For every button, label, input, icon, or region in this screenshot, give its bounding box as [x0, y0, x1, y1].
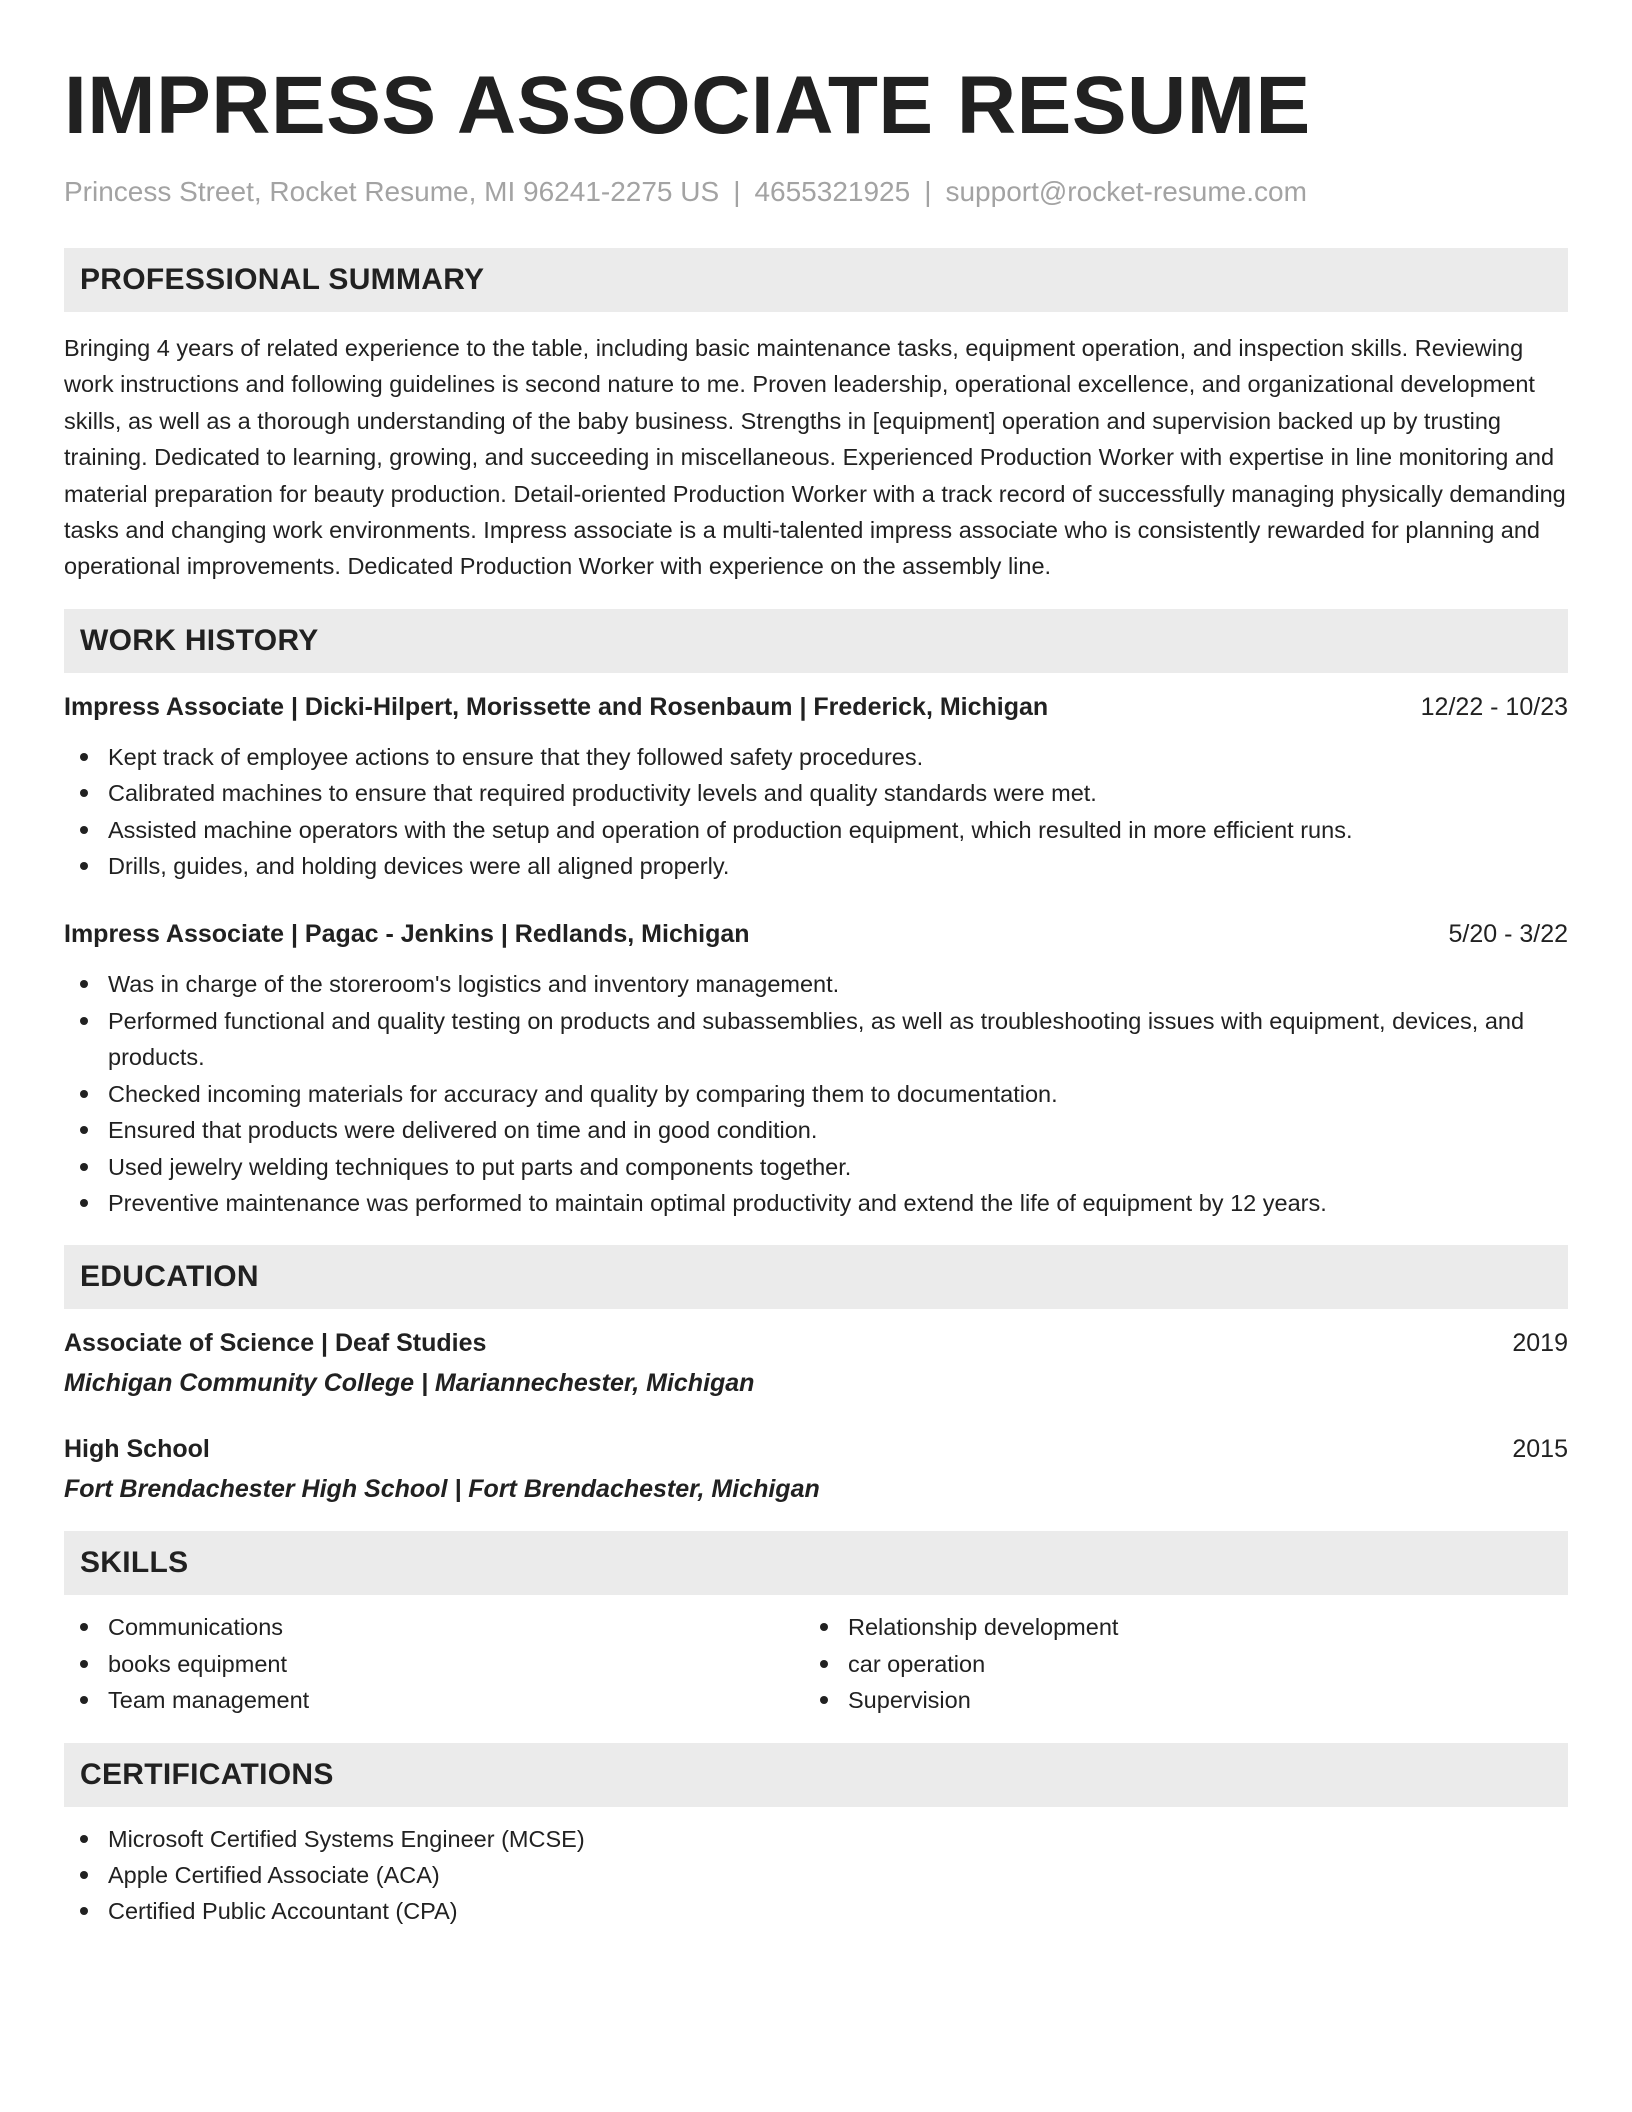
job-bullet-list — [64, 739, 1568, 885]
education-entry — [64, 1431, 1568, 1507]
resume-title: IMPRESS ASSOCIATE RESUME — [64, 60, 1311, 151]
skill-item: Supervision — [804, 1682, 1544, 1718]
job-bullet: Preventive maintenance was performed to maintain optimal productivity and extend the life of equipment by 12 years. — [64, 1185, 1568, 1221]
job-bullet: Used jewelry welding techniques to put parts and components together. — [64, 1149, 1568, 1185]
education-school: Michigan Community College | Mariannechester, Michigan — [64, 1369, 755, 1398]
section-header-education: EDUCATION — [64, 1245, 1568, 1309]
job-bullet: Checked incoming materials for accuracy and quality by comparing them to documentation. — [64, 1076, 1568, 1112]
certifications-list — [64, 1821, 1568, 1930]
job-bullet: Assisted machine operators with the setup and operation of production equipment, which resulted in more efficient runs. — [64, 812, 1568, 848]
skills-list-right — [804, 1609, 1544, 1718]
education-degree: High School — [64, 1435, 210, 1464]
skill-item: Relationship development — [804, 1609, 1544, 1645]
education-year: 2015 — [1512, 1435, 1568, 1464]
contact-separator: | — [924, 176, 932, 207]
education-header-row — [64, 1431, 1568, 1467]
certification-item: Apple Certified Associate (ACA) — [64, 1857, 1568, 1893]
education-degree: Associate of Science | Deaf Studies — [64, 1329, 487, 1358]
job-bullet: Was in charge of the storeroom's logistics and inventory management. — [64, 966, 1568, 1002]
job-title: Impress Associate | Dicki-Hilpert, Morissette and Rosenbaum | Frederick, Michigan — [64, 692, 1049, 721]
education-header-row — [64, 1325, 1568, 1361]
section-header-certifications: CERTIFICATIONS — [64, 1743, 1568, 1807]
job-bullet: Drills, guides, and holding devices were all aligned properly. — [64, 848, 1568, 884]
job-bullet: Performed functional and quality testing on products and subassemblies, as well as troubleshooting issues with equipment, devices, and products. — [64, 1003, 1568, 1076]
contact-email: support@rocket-resume.com — [945, 176, 1307, 207]
contact-separator: | — [733, 176, 741, 207]
skills-grid — [64, 1609, 1568, 1718]
job-bullet: Calibrated machines to ensure that required productivity levels and quality standards were met. — [64, 775, 1568, 811]
education-year: 2019 — [1512, 1329, 1568, 1358]
job-dates: 5/20 - 3/22 — [1448, 920, 1568, 949]
contact-address: Princess Street, Rocket Resume, MI 96241-2275 US — [64, 176, 720, 207]
job-bullet: Kept track of employee actions to ensure that they followed safety procedures. — [64, 739, 1568, 775]
job-header-row — [64, 916, 1568, 952]
summary-text: Bringing 4 years of related experience to the table, including basic maintenance tasks, equipment operation, and inspection skills. Reviewing work instructions and following guidelines is second nature to me. Proven leadership, operational excellence, and organizational development skills, as well as a thorough understanding of the baby business. Strengths in [equipment] operation and supervision backed up by trusting training. Dedicated to learning, growing, and succeeding in miscellaneous. Experienced Production Worker with expertise in line monitoring and material preparation for beauty production. Detail-oriented Production Worker with a track record of successfully managing physically demanding tasks and changing work environments. Impress associate is a multi-talented impress associate who is consistently rewarded for planning and operational improvements. Dedicated Production Worker with experience on the assembly line. — [64, 335, 1566, 580]
certification-item: Certified Public Accountant (CPA) — [64, 1893, 1568, 1929]
job-header-row — [64, 689, 1568, 725]
job-entry — [64, 689, 1568, 885]
job-dates: 12/22 - 10/23 — [1420, 692, 1568, 721]
contact-phone: 4655321925 — [754, 176, 911, 207]
education-entry — [64, 1325, 1568, 1401]
section-header-work-history: WORK HISTORY — [64, 609, 1568, 673]
job-bullet: Ensured that products were delivered on time and in good condition. — [64, 1112, 1568, 1148]
job-entry — [64, 916, 1568, 1221]
job-bullet-list — [64, 966, 1568, 1221]
skill-item: Communications — [64, 1609, 804, 1645]
skills-list-left — [64, 1609, 804, 1718]
certification-item: Microsoft Certified Systems Engineer (MCSE) — [64, 1821, 1568, 1857]
section-header-summary: PROFESSIONAL SUMMARY — [64, 248, 1568, 312]
job-title: Impress Associate | Pagac - Jenkins | Redlands, Michigan — [64, 920, 750, 949]
skill-item: books equipment — [64, 1646, 804, 1682]
skill-item: car operation — [804, 1646, 1544, 1682]
skill-item: Team management — [64, 1682, 804, 1718]
section-header-skills: SKILLS — [64, 1531, 1568, 1595]
contact-line — [64, 174, 1568, 210]
education-school: Fort Brendachester High School | Fort Brendachester, Michigan — [64, 1475, 820, 1504]
